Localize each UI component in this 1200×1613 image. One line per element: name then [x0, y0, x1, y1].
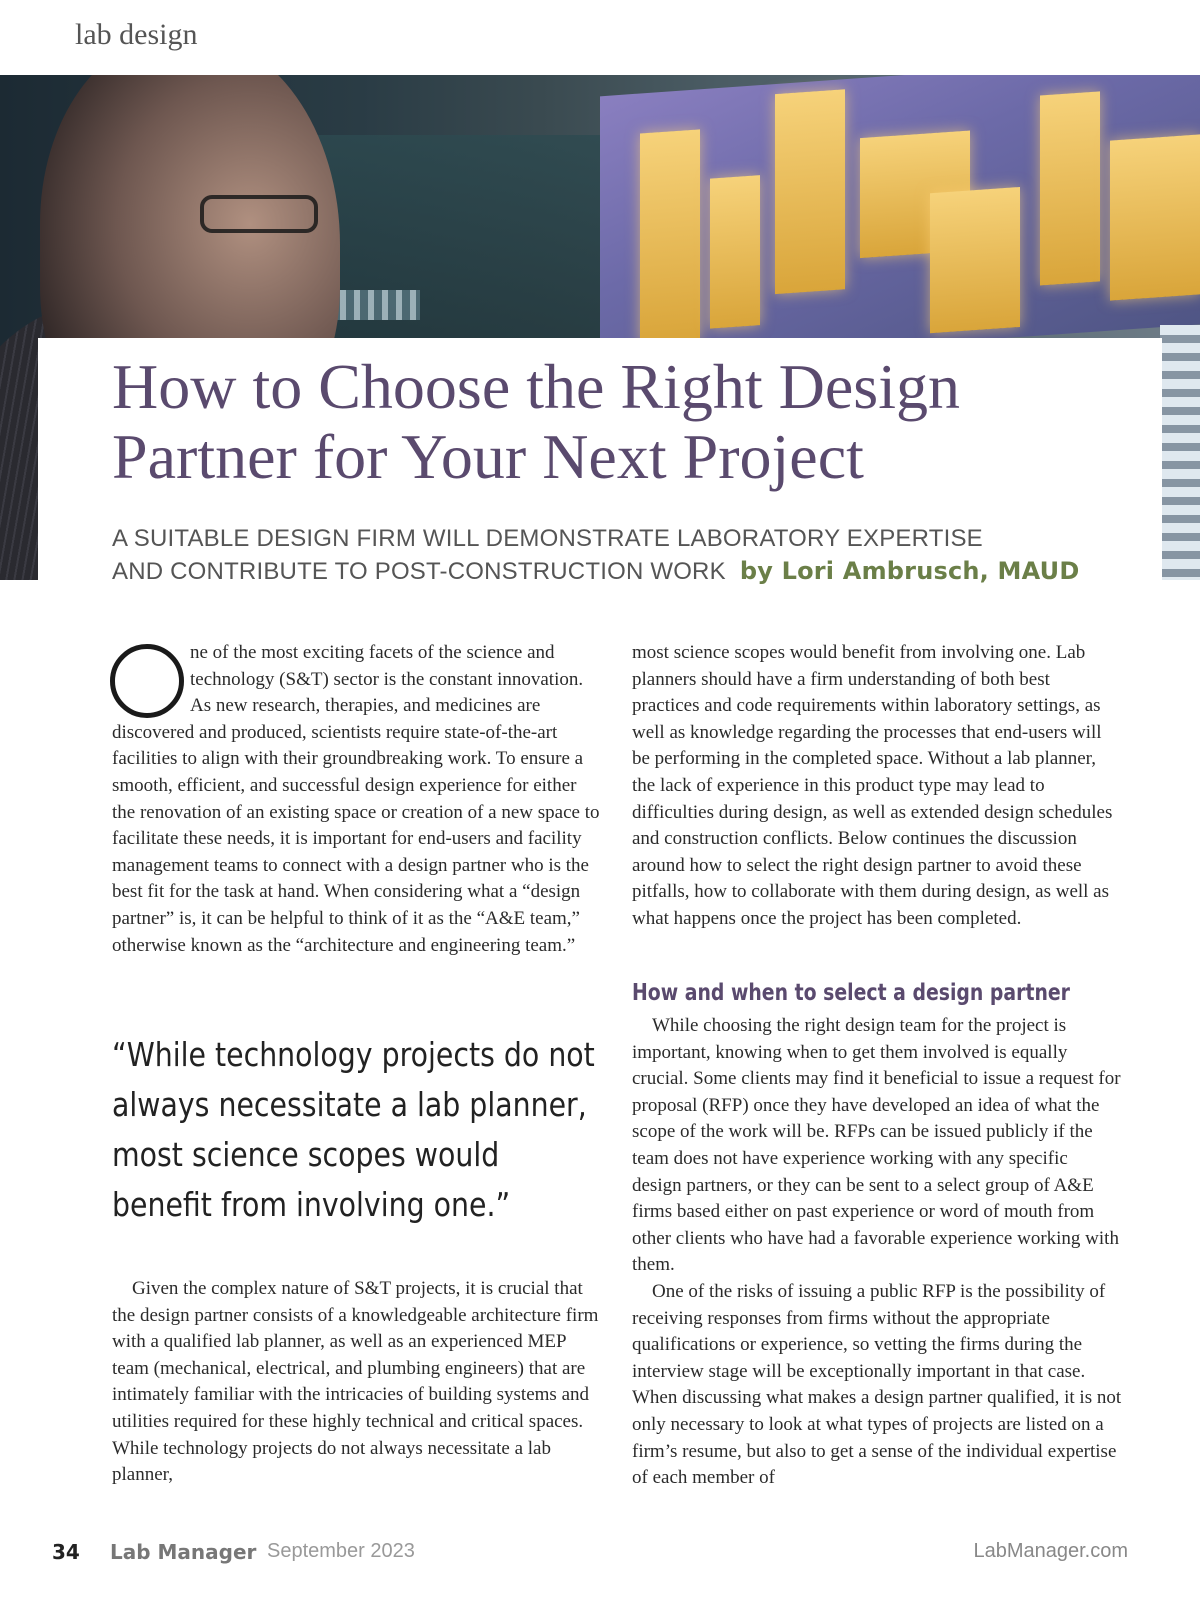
page-number: 34 — [52, 1540, 80, 1564]
subtitle-line-2 — [112, 555, 1162, 588]
left-paragraph-2: Given the complex nature of S&T projects, it is crucial that the design partner consists of a knowledgeable architecture firm with a qualified lab planner, as well as an experienced MEP team (mechanical, electrical, and plumbing engineers) that are intimately familiar with the intricacies of building systems and utilities required for these highly technical and critical spaces. While technology projects do not always necessitate a lab planner, — [112, 1278, 599, 1486]
page-footer — [52, 1540, 1128, 1570]
background-lights — [1160, 325, 1200, 580]
article-subtitle — [112, 522, 1162, 588]
website-link[interactable]: LabManager.com — [973, 1540, 1128, 1562]
subtitle-line-2-text: AND CONTRIBUTE TO POST-CONSTRUCTION WORK — [112, 558, 726, 585]
3d-model-screen — [600, 75, 1200, 366]
body-left-lower — [112, 1276, 602, 1489]
right-paragraph-2: While choosing the right design team for the project is important, knowing when to get them involved is equally crucial. Some clients may find it beneficial to issue a request for proposal (RFP) once they have developed an idea of what the scope of the work will be. RFPs can be issued publicly if the team does not have experience working with any specific design partners, or they can be sent to a select group of A&E firms based either on past experience or word of mouth from other clients who have had a favorable experience working with them. — [632, 1015, 1121, 1276]
pull-quote: “While technology projects do not always necessitate a lab planner, most science scopes would benefit from involving one.” — [112, 1035, 595, 1224]
byline: by Lori Ambrusch, MAUD — [739, 557, 1080, 585]
glasses-icon — [200, 195, 318, 233]
right-paragraph-3: One of the risks of issuing a public RFP is the possibility of receiving responses from firms without the appropriate qualifications or experience, so vetting the firms during the interview stage will be exceptionally important in that case. When discussing what makes a design partner qualified, it is not only necessary to look at what types of projects are listed on a firm’s resume, but also to get a sense of the individual expertise of each member of — [632, 1280, 1122, 1489]
right-paragraph-1: most science scopes would benefit from involving one. Lab planners should have a firm understanding of both best practices and code requirements within laboratory settings, as well as knowledge regarding the processes that end-users will be performing in the completed space. Without a lab planner, the lack of experience in this product type may lead to difficulties during design, as well as extended design schedules and construction conflicts. Below continues the discussion around how to select the right design partner to avoid these pitfalls, how to collaborate with them during design, as well as what happens once the project has been completed. — [632, 642, 1113, 929]
body-right-column — [632, 640, 1122, 933]
section-subhead: How and when to select a design partner — [632, 980, 1070, 1006]
article-title: How to Choose the Right Design Partner for Your Next Project — [112, 351, 960, 492]
drop-cap-o — [110, 644, 184, 718]
issue-date: September 2023 — [267, 1540, 415, 1562]
body-right-lower — [632, 1013, 1122, 1492]
section-tag: lab design — [75, 18, 198, 51]
body-left-column — [112, 640, 602, 959]
left-paragraph-1: ne of the most exciting facets of the science and technology (S&T) sector is the constant innovation. As new research, therapies, and medicines are discovered and produced, scientists require state-of-the-art facilities to align with their groundbreaking work. To ensure a smooth, efficient, and successful design experience for either the renovation of an existing space or creation of a new space to facilitate these needs, it is important for end-users and facility management teams to connect with a design partner who is the best fit for the task at hand. When considering what a “design partner” is, it can be helpful to think of it as the “A&E team,” otherwise known as the “architecture and engineering team.” — [112, 642, 600, 956]
magazine-name: Lab Manager — [110, 1540, 257, 1564]
subtitle-line-1: A SUITABLE DESIGN FIRM WILL DEMONSTRATE LABORATORY EXPERTISE — [112, 525, 983, 552]
